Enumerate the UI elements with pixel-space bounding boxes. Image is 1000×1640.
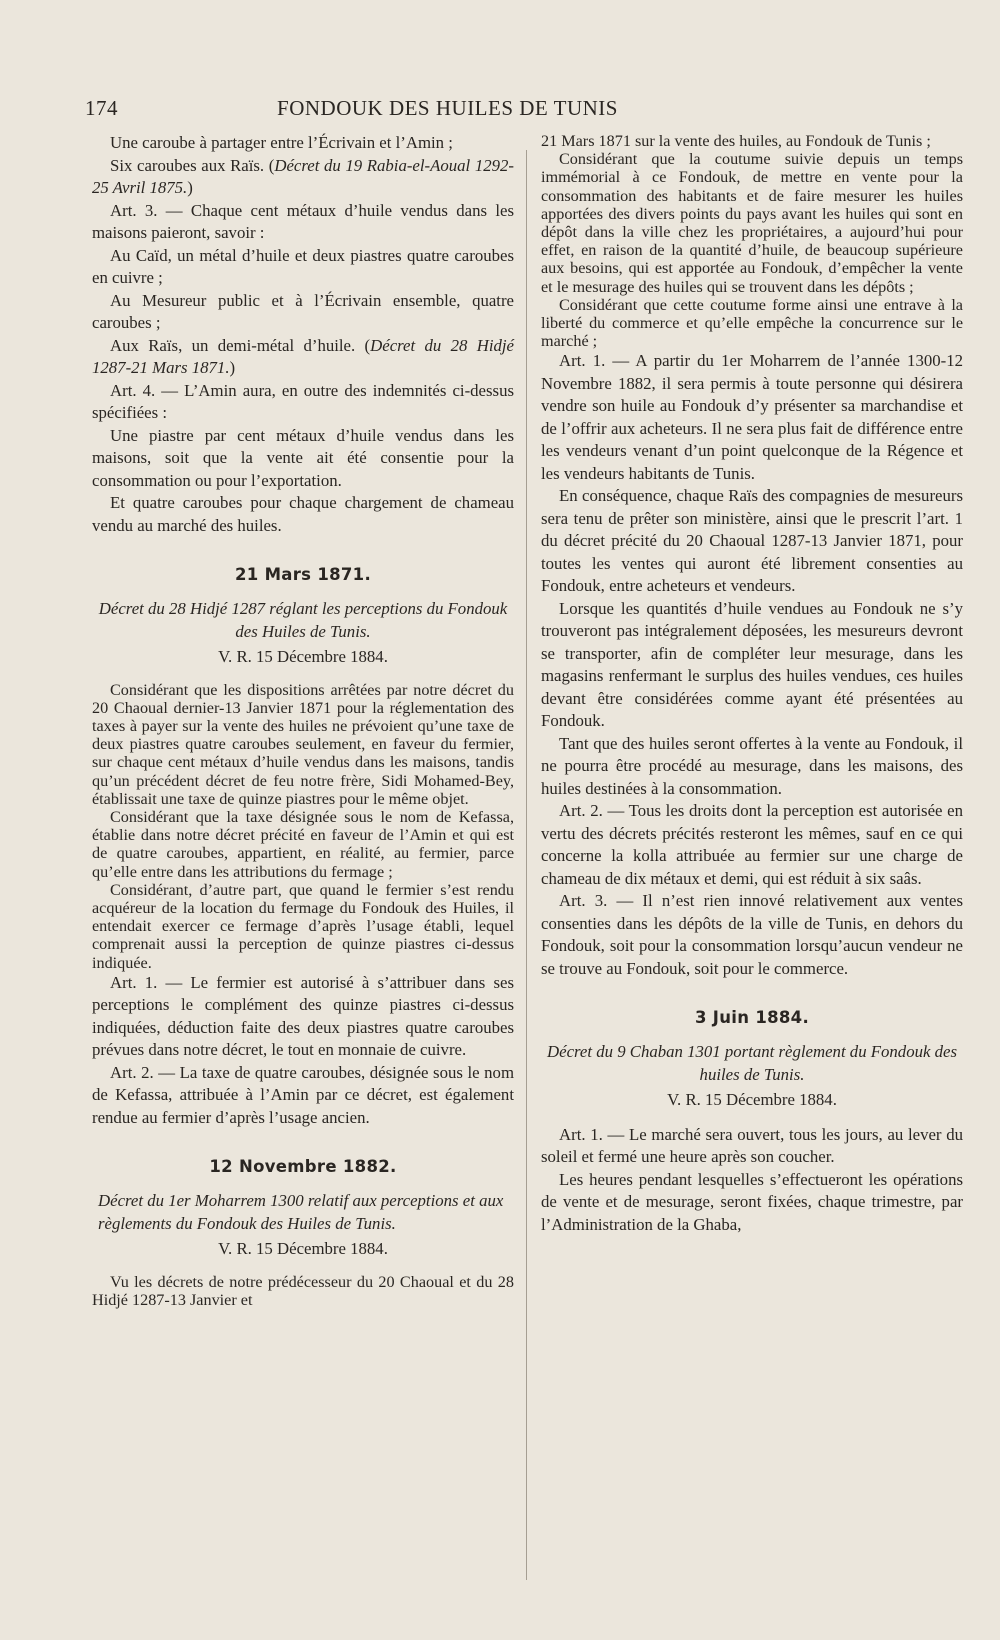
right-column: [541, 132, 963, 1236]
page-number: 174: [85, 96, 118, 120]
article-paragraph: Art. 2. — Tous les droits dont la perception est autorisée en vertu des décrets précités resteront les mêmes, sauf en ce qui concerne la kolla attribuée au fermier sur une charge de chameau de dix métaux et demi, qui est réduit à six saâs.: [541, 801, 963, 888]
decree-title: Décret du 9 Chaban 1301 portant règlement du Fondouk des huiles de Tunis.: [547, 1042, 957, 1084]
paragraph: Considérant, d’autre part, que quand le fermier s’est rendu acquéreur de la location du fermage du Fondouk des Huiles, il entendait exercer ce fermage d’après l’usage établi, lequel comprenait aussi la perception de quinze piastres ci-dessus indiquée.: [92, 880, 514, 972]
paragraph: Lorsque les quantités d’huile vendues au Fondouk ne s’y trouveront pas intégralement déposées, les mesureurs devront se transporter, afin de compléter leur mesurage, dans les magasins renfermant le surplus des huiles vendues, ces huiles devant être considérées comme ayant été présentées au Fondouk.: [541, 598, 963, 731]
decree-reference: Décret du 19 Rabia-el-Aoual 1292-25 Avril 1875.: [92, 155, 514, 197]
article-paragraph: Art. 3. — Chaque cent métaux d’huile vendus dans les maisons paieront, savoir :: [92, 200, 514, 242]
paragraph: Les heures pendant lesquelles s’effectueront les opérations de vente et de mesurage, seront fixées, chaque trimestre, par l’Administration de la Ghaba,: [541, 1169, 963, 1234]
paragraph: Au Caïd, un métal d’huile et deux piastres quatre caroubes en cuivre ;: [92, 245, 514, 287]
section-date-heading: 12 Novembre 1882.: [209, 1157, 397, 1177]
decree-reference: Décret du 28 Hidjé 1287-21 Mars 1871.: [92, 335, 515, 377]
paragraph: 21 Mars 1871 sur la vente des huiles, au Fondouk de Tunis ;: [541, 132, 931, 150]
paragraph: Une piastre par cent métaux d’huile vendus dans les maisons, soit que la vente ait été consentie pour la consommation ou pour l’exportation.: [92, 425, 514, 490]
article-paragraph: Art. 2. — La taxe de quatre caroubes, désignée sous le nom de Kefassa, attribuée à l’Amin par ce décret, est également rendue au fermier d’après l’usage ancien.: [92, 1062, 514, 1127]
article-paragraph: Art. 1. — A partir du 1er Moharrem de l’année 1300-12 Novembre 1882, il sera permis à toute personne qui désirera vendre son huile au Fondouk d’y présenter sa marchandise et de l’offrir aux acheteurs. Il ne sera plus fait de différence entre les vendeurs venant d’un point quelconque de la Régence et les vendeurs habitants de Tunis.: [541, 351, 963, 483]
paragraph: Considérant que cette coutume forme ainsi une entrave à la liberté du commerce et qu’elle empêche la concurrence sur le marché ;: [541, 295, 963, 351]
section-date-heading: 21 Mars 1871.: [234, 565, 372, 584]
running-head: [85, 96, 700, 121]
paragraph: Au Mesureur public et à l’Écrivain ensemble, quatre caroubes ;: [92, 290, 514, 332]
paragraph: Une caroube à partager entre l’Écrivain et l’Amin ;: [110, 133, 453, 152]
publication-reference: V. R. 15 Décembre 1884.: [667, 1090, 837, 1110]
paragraph: Considérant que les dispositions arrêtées par notre décret du 20 Chaoual dernier-13 Janvier 1871 pour la réglementation des taxes à payer sur la vente des huiles ne prévoient qu’une taxe de deux piastres quatre caroubes seulement, en faveur du fermier, sur chaque cent métaux d’huile vendus dans les maisons, tandis qu’un précédent décret de feu notre frère, Sidi Mohamed-Bey, établissait une taxe de quinze piastres pour le même objet.: [92, 680, 514, 808]
article-paragraph: Art. 1. — Le marché sera ouvert, tous les jours, au lever du soleil et fermé une heure après son coucher.: [541, 1124, 963, 1167]
running-title: FONDOUK DES HUILES DE TUNIS: [277, 96, 618, 120]
paragraph: Considérant que la coutume suivie depuis un temps immémorial à ce Fondouk, de mettre en vente pour la consommation des habitants et de faire mesurer les huiles apportées des divers points du pays avant les huiles qui sont en dépôt dans la ville chez les propriétaires, a aujourd’hui pour effet, en raison de la quantité d’huile, de beaucoup supérieure aux besoins, qui est apportée au Fondouk, d’empêcher la vente et le mesurage des huiles qui se trouvent dans les dépôts ;: [541, 150, 963, 296]
section-date-heading: 3 Juin 1884.: [694, 1008, 810, 1028]
left-column: [92, 132, 514, 1309]
paragraph: Aux Raïs, un demi-métal d’huile. (Décret du 28 Hidjé 1287-21 Mars 1871.): [92, 335, 515, 377]
article-paragraph: Art. 4. — L’Amin aura, en outre des indemnités ci-dessus spécifiées :: [92, 380, 514, 422]
paragraph: Et quatre caroubes pour chaque chargement de chameau vendu au marché des huiles.: [92, 493, 514, 535]
decree-title: Décret du 1er Moharrem 1300 relatif aux perceptions et aux règlements du Fondouk des Huiles de Tunis.: [98, 1191, 504, 1233]
paragraph: En conséquence, chaque Raïs des compagnies de mesureurs sera tenu de prêter son ministère, ainsi que le prescrit l’art. 1 du décret précité du 20 Chaoual 1287-13 Janvier 1871, pour toutes les ventes qui auront été librement consenties au Fondouk, entre acheteurs et vendeurs.: [541, 486, 963, 596]
paragraph: Tant que des huiles seront offertes à la vente au Fondouk, il ne pourra être procédé au mesurage, dans les maisons, des huiles destinées à la consommation.: [541, 733, 963, 798]
publication-reference: V. R. 15 Décembre 1884.: [218, 647, 388, 666]
paragraph: Vu les décrets de notre prédécesseur du 20 Chaoual et du 28 Hidjé 1287-13 Janvier et: [92, 1272, 514, 1309]
paragraph: Six caroubes aux Raïs. (Décret du 19 Rabia-el-Aoual 1292-25 Avril 1875.): [92, 155, 514, 197]
publication-reference: V. R. 15 Décembre 1884.: [218, 1239, 388, 1259]
paragraph: Considérant que la taxe désignée sous le nom de Kefassa, établie dans notre décret précité en faveur de l’Amin et qui est de quatre caroubes, appartient, en réalité, au fermier, parce qu’elle entre dans les attributions du fermage ;: [92, 807, 514, 881]
article-paragraph: Art. 3. — Il n’est rien innové relativement aux ventes consenties dans les dépôts de la ville de Tunis, en dehors du Fondouk, soit pour la consommation lorsqu’aucun vendeur ne se trouve au Fondouk, soit pour le commerce.: [541, 891, 963, 978]
decree-title: Décret du 28 Hidjé 1287 réglant les perceptions du Fondouk des Huiles de Tunis.: [98, 599, 508, 641]
article-paragraph: Art. 1. — Le fermier est autorisé à s’attribuer dans ses perceptions le complément des quinze piastres ci-dessus indiquées, déduction faite des deux piastres quatre caroubes prévues dans notre décret, le tout en monnaie de cuivre.: [92, 972, 514, 1060]
column-divider: [526, 150, 527, 1580]
